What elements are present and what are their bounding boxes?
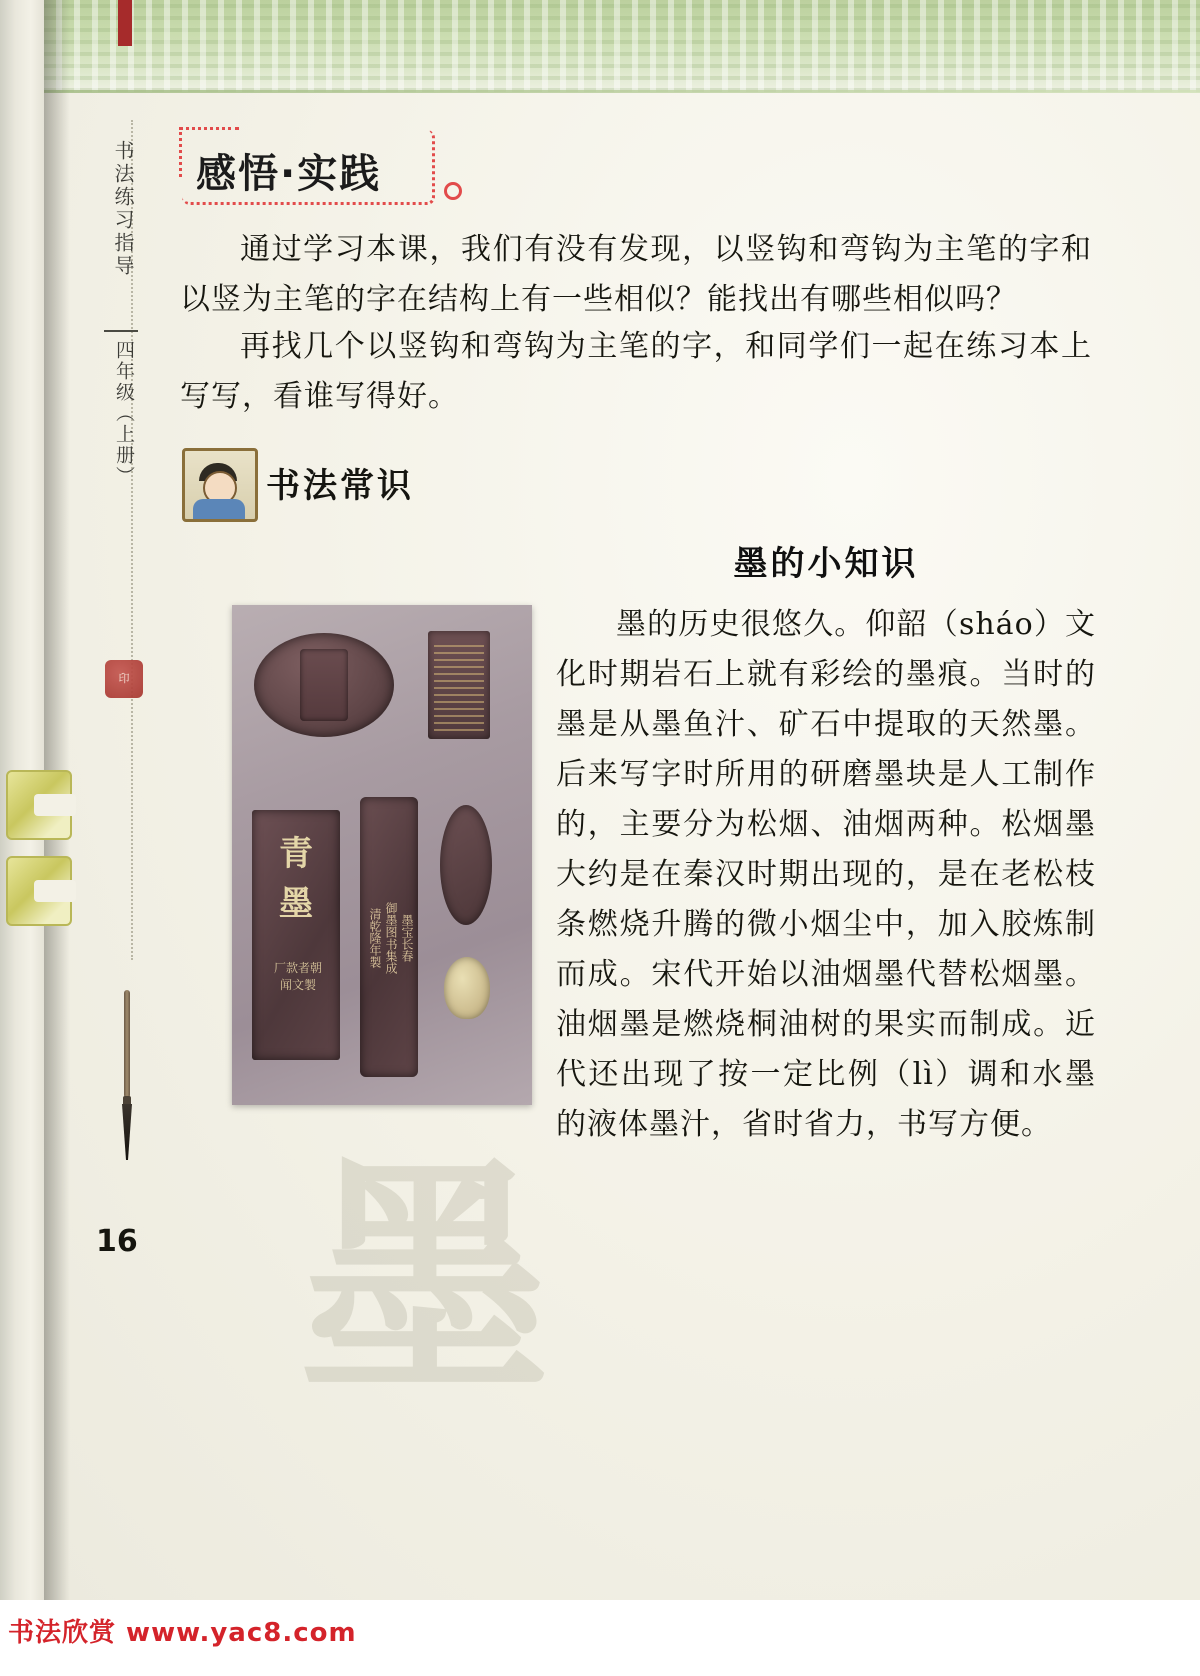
ink-cake-inner-panel [300, 649, 348, 721]
round-ink-cake [254, 633, 394, 737]
ink-bar-small-inscription: 厂款者朝 闻文製 [274, 961, 323, 992]
jade-ornament [0, 770, 72, 940]
section-paragraph-1: 通过学习本课，我们有没有发现，以竖钩和弯钩为主笔的字和以竖为主笔的字在结构上有一些相似？能找出有哪些相似吗？ [180, 232, 1092, 317]
ink-plaque-inscription [434, 641, 484, 731]
jade-notch-bottom [34, 880, 76, 902]
knowledge-heading-block [182, 448, 632, 520]
watermark-character: 墨 [300, 1133, 580, 1427]
red-corner-tab [118, 0, 132, 46]
spine-book-title: 书法练习指导 [111, 140, 135, 278]
page-number: 16 [96, 1224, 138, 1259]
jade-piece-top [6, 770, 72, 840]
ink-stick-column-3: 墨宝长春 [400, 914, 414, 962]
article-body-text: 墨的历史很悠久。仰韶（sháo）文化时期岩石上就有彩绘的墨痕。当时的墨是从墨鱼汁、矿石中提取的天然墨。后来写字时所用的研磨墨块是人工制作的，主要分为松烟、油烟两种。松烟墨大约是在秦汉时期出现的，是在老松枝条燃烧升腾的微小烟尘中，加入胶炼制而成。宋代开始以油烟墨代替松烟墨。油烟墨是燃烧桐油树的果实而制成。近代还出现了按一定比例（lì）调和水墨的液体墨汁，省时省力，书写方便。 [556, 607, 1096, 1142]
spine-grade-label: 四年级（上册） [104, 330, 138, 487]
jade-piece-bottom [6, 856, 72, 926]
brush-handle [124, 990, 130, 1098]
article-title: 墨的小知识 [733, 544, 919, 584]
jade-notch-top [34, 794, 76, 816]
ink-bar-char-1: 青 [279, 834, 313, 874]
section-badge [182, 130, 452, 212]
ink-photograph [232, 605, 532, 1105]
brush-illustration [120, 990, 134, 1160]
ink-stick-long [360, 797, 418, 1077]
ink-stick-column-1: 清乾隆年製 [368, 908, 382, 968]
site-watermark-footer: 书法欣赏 www.yac8.com [8, 1618, 357, 1648]
ink-stick-column-2: 御墨图书集成 [384, 902, 398, 974]
oval-ink-piece [440, 805, 492, 925]
section-paragraph-2: 再找几个以竖钩和弯钩为主笔的字，和同学们一起在练习本上写写，看谁写得好。 [180, 329, 1092, 414]
badge-dot-icon [444, 182, 462, 200]
ink-plaque [428, 631, 490, 739]
top-band-rule [38, 90, 1200, 93]
scholar-boy-icon [182, 448, 258, 522]
section-badge-label: 感悟·实践 [196, 151, 382, 197]
red-seal-icon: 印 [105, 660, 143, 698]
brush-tip [122, 1104, 132, 1160]
shell-shaped-ink-piece [444, 957, 490, 1019]
ink-bar-qingmo [252, 810, 340, 1060]
scholar-body [193, 499, 245, 521]
decorative-top-band [38, 0, 1200, 92]
ink-bar-char-2: 墨 [279, 884, 313, 924]
knowledge-heading-label: 书法常识 [266, 466, 414, 506]
